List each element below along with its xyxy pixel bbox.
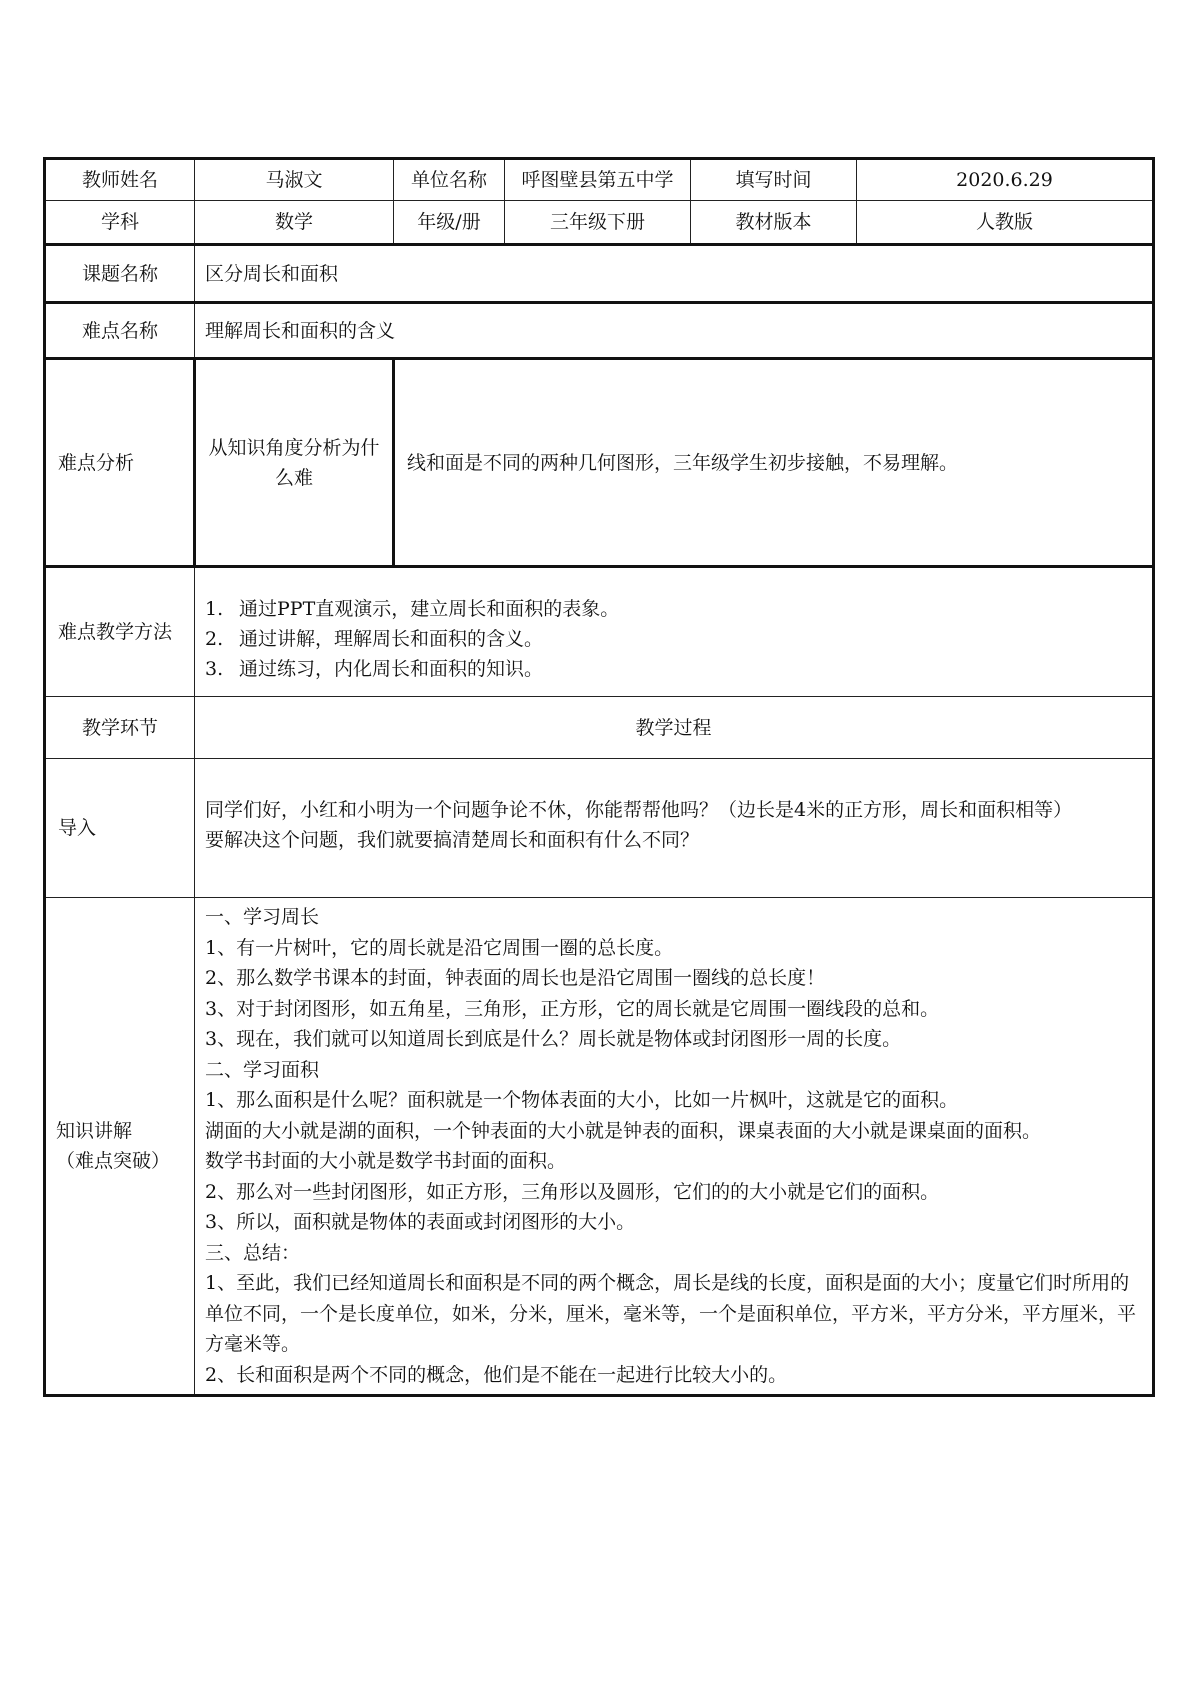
grade-value: 三年级下册 — [505, 201, 691, 245]
knowledge-row — [45, 898, 1154, 1396]
intro-line: 同学们好，小红和小明为一个问题争论不休，你能帮帮他吗？（边长是4米的正方形，周长和面积相等） — [205, 799, 1073, 821]
knowledge-line: 1、有一片树叶，它的周长就是沿它周围一圈的总长度。 — [205, 936, 674, 959]
method-text: 通过练习，内化周长和面积的知识。 — [239, 658, 544, 680]
intro-label: 导入 — [45, 759, 195, 898]
knowledge-line: 湖面的大小就是湖的面积，一个钟表面的大小就是钟表的面积，课桌表面的大小就是课桌面的面积。 — [205, 1119, 1042, 1142]
knowledge-line: 1、至此，我们已经知道周长和面积是不同的两个概念，周长是线的长度，面积是面的大小；度量它们时所用的单位不同，一个是长度单位，如米，分米，厘米，毫米等，一个是面积单位，平方米，平方分米，平方厘米，平方毫米等。 — [205, 1272, 1137, 1355]
topic-value: 区分周长和面积 — [195, 245, 1154, 303]
subject-value: 数学 — [195, 201, 394, 245]
edition-label: 教材版本 — [691, 201, 857, 245]
methods-label: 难点教学方法 — [45, 567, 195, 697]
teacher-label: 教师姓名 — [45, 159, 195, 201]
intro-line: 要解决这个问题，我们就要搞清楚周长和面积有什么不同？ — [205, 829, 700, 851]
list-item — [205, 624, 1142, 654]
process-label: 教学环节 — [45, 697, 195, 759]
analysis-label: 难点分析 — [45, 359, 195, 567]
knowledge-label — [45, 898, 195, 1396]
knowledge-line: 数学书封面的大小就是数学书封面的面积。 — [205, 1150, 567, 1172]
difficulty-label: 难点名称 — [45, 303, 195, 359]
lesson-plan-sheet — [43, 157, 1152, 1397]
analysis-sub-label: 从知识角度分析为什么难 — [208, 436, 380, 489]
knowledge-line: 2、那么对一些封闭图形，如正方形，三角形以及圆形，它们的的大小就是它们的面积。 — [205, 1180, 940, 1203]
lesson-plan-table — [43, 157, 1155, 1397]
knowledge-line: 一、学习周长 — [205, 906, 320, 928]
knowledge-line: 2、长和面积是两个不同的概念，他们是不能在一起进行比较大小的。 — [205, 1363, 788, 1386]
unit-value: 呼图壁县第五中学 — [505, 159, 691, 201]
list-item — [205, 654, 1142, 684]
header-row-1 — [45, 159, 1154, 201]
knowledge-label-line1: 知识讲解 — [56, 1120, 133, 1142]
knowledge-label-line2: （难点突破） — [56, 1150, 171, 1172]
knowledge-line: 3、所以，面积就是物体的表面或封闭图形的大小。 — [205, 1211, 636, 1233]
method-num: 1. — [205, 598, 224, 620]
intro-content — [195, 759, 1154, 898]
method-num: 3. — [205, 658, 224, 680]
header-row-2 — [45, 201, 1154, 245]
subject-label: 学科 — [45, 201, 195, 245]
process-value: 教学过程 — [195, 697, 1154, 759]
knowledge-line: 三、总结： — [205, 1241, 301, 1264]
methods-row — [45, 567, 1154, 697]
difficulty-row — [45, 303, 1154, 359]
date-label: 填写时间 — [691, 159, 857, 201]
intro-row — [45, 759, 1154, 898]
unit-label: 单位名称 — [394, 159, 505, 201]
methods-list — [195, 567, 1154, 697]
difficulty-value: 理解周长和面积的含义 — [195, 303, 1154, 359]
method-num: 2. — [205, 628, 224, 650]
knowledge-line: 二、学习面积 — [205, 1058, 320, 1081]
method-text: 通过讲解，理解周长和面积的含义。 — [239, 628, 544, 650]
knowledge-line: 1、那么面积是什么呢？面积就是一个物体表面的大小，比如一片枫叶，这就是它的面积。 — [205, 1089, 959, 1111]
topic-row — [45, 245, 1154, 303]
knowledge-content — [195, 898, 1154, 1396]
grade-label: 年级/册 — [394, 201, 505, 245]
list-item — [205, 594, 1142, 624]
date-value: 2020.6.29 — [857, 159, 1154, 201]
process-header-row — [45, 697, 1154, 759]
knowledge-line: 3、现在，我们就可以知道周长到底是什么？周长就是物体或封闭图形一周的长度。 — [205, 1028, 902, 1050]
edition-value: 人教版 — [857, 201, 1154, 245]
knowledge-line: 2、那么数学书课本的封面，钟表面的周长也是沿它周围一圈线的总长度！ — [205, 967, 826, 989]
analysis-value: 线和面是不同的两种几何图形，三年级学生初步接触，不易理解。 — [394, 359, 1154, 567]
knowledge-line: 3、对于封闭图形，如五角星，三角形，正方形，它的周长就是它周围一圈线段的总和。 — [205, 997, 940, 1020]
method-text: 通过PPT直观演示，建立周长和面积的表象。 — [239, 598, 620, 620]
analysis-row — [45, 359, 1154, 567]
teacher-value: 马淑文 — [195, 159, 394, 201]
topic-label: 课题名称 — [45, 245, 195, 303]
analysis-sub-cell — [195, 359, 394, 567]
